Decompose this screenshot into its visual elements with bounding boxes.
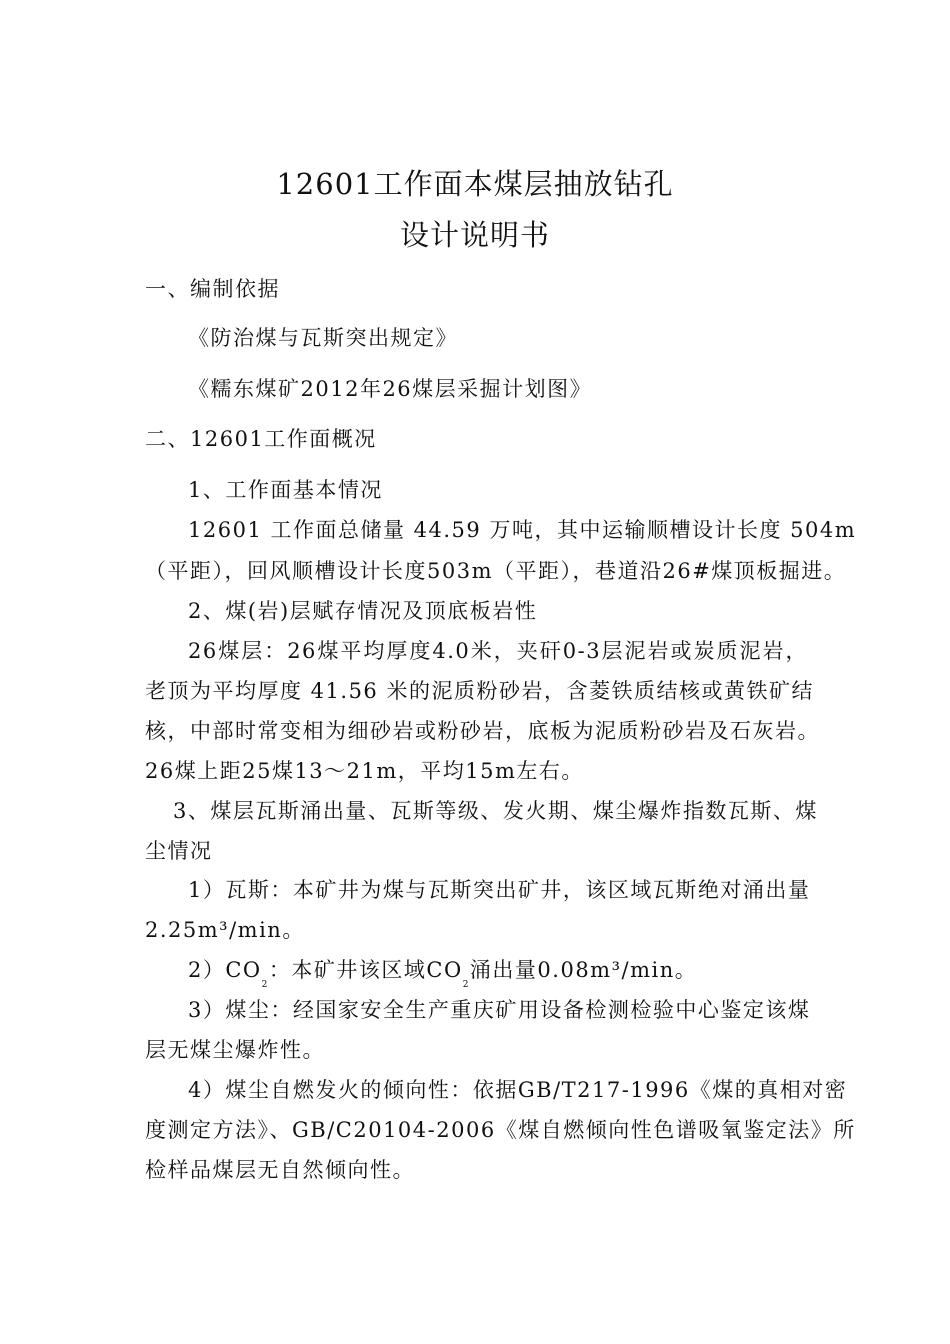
- item3-line2: 层无煤尘爆炸性。: [145, 1038, 325, 1062]
- co2-subscript: 2: [462, 980, 470, 990]
- section1-heading: 一、编制依据: [145, 277, 280, 301]
- item2-line: [188, 954, 698, 990]
- item1-line1: 1）瓦斯：本矿井为煤与瓦斯突出矿井，该区域瓦斯绝对涌出量: [188, 878, 811, 902]
- paragraph2-line3: 核，中部时常变相为细砂岩或粉砂岩，底板为泥质粉砂岩及石灰岩。: [145, 719, 820, 743]
- item4-line1: 4）煤尘自燃发火的倾向性：依据GB/T217-1996《煤的真相对密: [188, 1078, 848, 1102]
- doc-title-line1: 12601工作面本煤层抽放钻孔: [276, 167, 674, 201]
- section2-heading: 二、12601工作面概况: [145, 427, 377, 451]
- item2-text-b: ：本矿井该区域CO: [268, 958, 463, 982]
- doc-title-line2: 设计说明书: [399, 218, 550, 252]
- co2-subscript: 2: [261, 980, 269, 990]
- paragraph2-line2: 老顶为平均厚度 41.56 米的泥质粉砂岩，含菱铁质结核或黄铁矿结: [145, 679, 814, 703]
- item3-line1: 3）煤尘：经国家安全生产重庆矿用设备检测检验中心鉴定该煤: [188, 998, 811, 1022]
- item4-line2: 度测定方法》、GB/C20104-2006《煤自燃倾向性色谱吸氧鉴定法》所: [145, 1118, 856, 1142]
- subsection3-heading-line1: 3、煤层瓦斯涌出量、瓦斯等级、发火期、煤尘爆炸指数瓦斯、煤: [173, 799, 818, 823]
- subsection1-heading: 1、工作面基本情况: [188, 478, 383, 502]
- item2-text-a: 2）CO: [188, 958, 262, 982]
- paragraph2-line1: 26煤层：26煤平均厚度4.0米，夹矸0-3层泥岩或炭质泥岩，: [188, 639, 808, 663]
- paragraph2-line4: 26煤上距25煤13～21m，平均15m左右。: [145, 759, 584, 783]
- reference-1: 《防治煤与瓦斯突出规定》: [188, 326, 458, 350]
- paragraph1-line1: 12601 工作面总储量 44.59 万吨，其中运输顺槽设计长度 504m: [188, 518, 857, 542]
- item2-text-c: 涌出量0.08m³/min。: [469, 958, 698, 982]
- item4-line3: 检样品煤层无自然倾向性。: [145, 1158, 415, 1182]
- item1-line2: 2.25m³/min。: [145, 918, 305, 942]
- reference-2: 《糯东煤矿2012年26煤层采掘计划图》: [188, 377, 593, 401]
- subsection3-heading-line2: 尘情况: [145, 839, 213, 863]
- subsection2-heading: 2、煤(岩)层赋存情况及顶底板岩性: [188, 599, 538, 623]
- paragraph1-line2: （平距），回风顺槽设计长度503m（平距），巷道沿26#煤顶板掘进。: [145, 559, 847, 583]
